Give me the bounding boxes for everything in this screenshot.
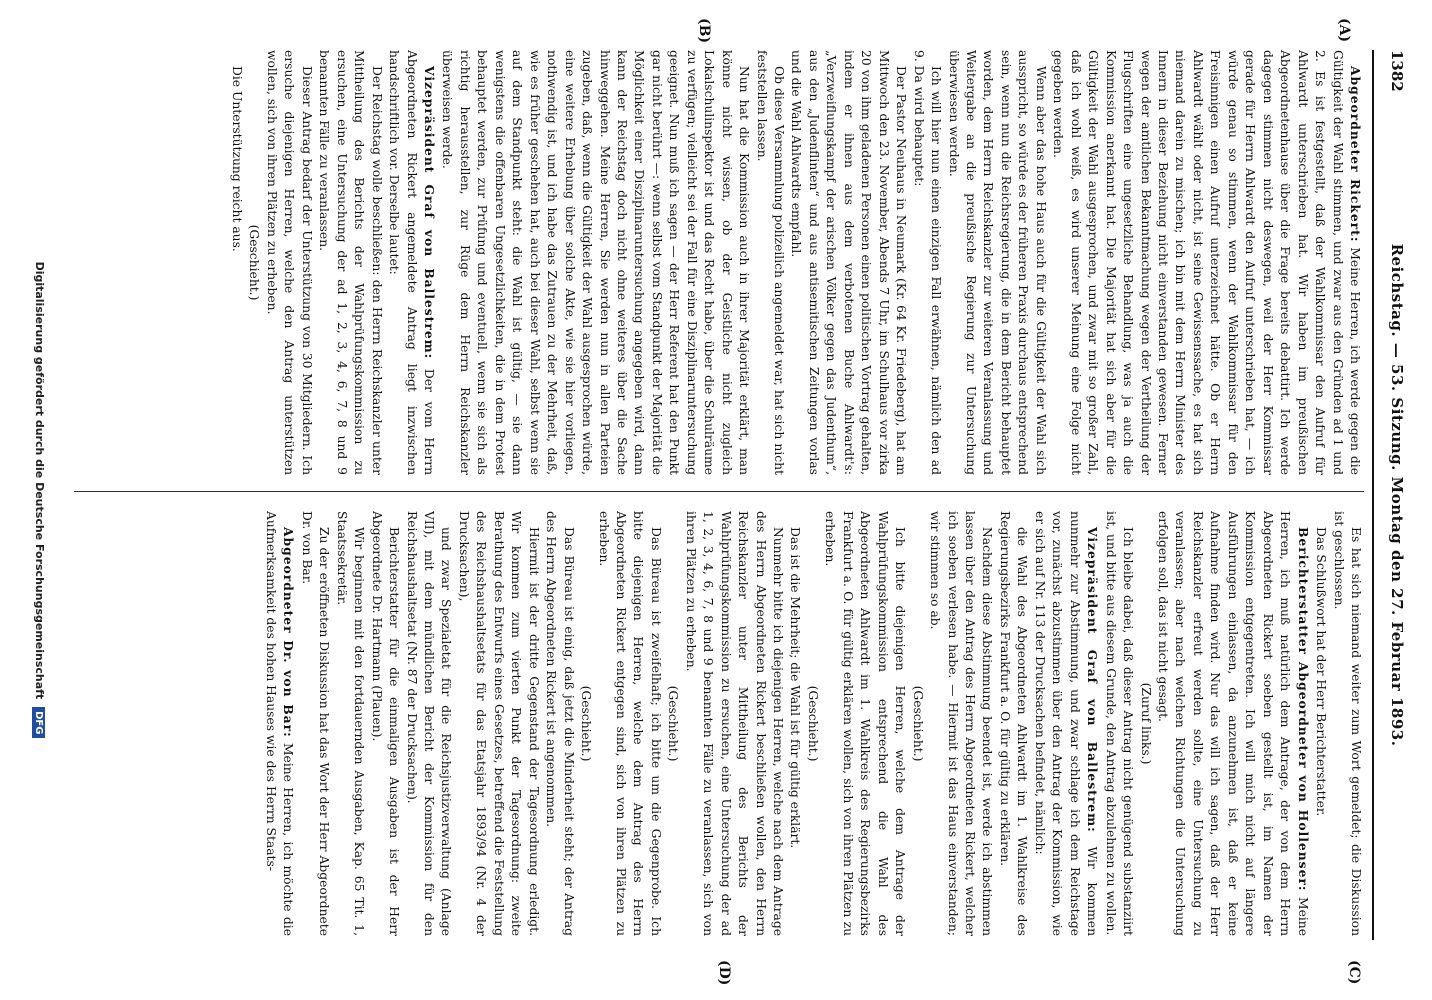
paragraph xyxy=(542,511,577,936)
paragraph xyxy=(995,511,1030,936)
paragraph xyxy=(315,50,385,475)
speaker-name: Vizepräsident Graf von Ballestrem: xyxy=(421,66,437,360)
paragraph xyxy=(297,511,332,936)
paragraph xyxy=(261,511,297,936)
paragraph-text: Das Büreau ist zweifelhaft; ich bitte um die Gegenprobe. Ich bitte diejenigen Herren, welche dem Antrag des Herrn Abgeordneten Rickert entgegen sind, sich von ihren Plätzen zu erheben. xyxy=(596,511,663,936)
paragraph-text: Wenn aber das hohe Haus auch für die Gültigkeit der Wahl sich ausspricht, so würde es der früheren Praxis durchaus entsprechend sein, wenn nun die Reichsregierung, die in dem Bericht behauptet worden, dem Herrn Reichskanzler zur weiteren Veranlassung und Weitergabe an die preußische Regierung zur Untersuchung überwiesen werden. xyxy=(946,50,1048,475)
paragraph-text: Wir kommen nunmehr zur Abstimmung, und zwar schlage ich dem Reichstage vor, zunächst abzustimmen über den Antrag der Kommission, wie er sich auf Nr. 113 der Drucksachen befindet, nämlich: xyxy=(1032,511,1100,936)
paragraph xyxy=(821,511,908,936)
paragraph-text: Es hat sich niemand weiter zum Wort gemeldet; die Diskussion ist geschlossen. xyxy=(1331,511,1363,936)
speaker-name: Vizepräsident Graf von Ballestrem: xyxy=(1085,527,1101,833)
paragraph xyxy=(909,50,944,475)
paragraph xyxy=(787,50,909,475)
paragraph xyxy=(594,511,664,936)
margin-marker-c: (C) xyxy=(1346,960,1362,985)
paragraph xyxy=(1312,511,1329,936)
margin-marker-b: (B) xyxy=(696,18,712,44)
paragraph-text: Meine Herren, ich werde gegen die Gültigkeit der Wahl stimmen, und zwar aus den Gründen ad 1 und 2. Es ist festgestellt, daß der Wahlkommissar den Aufruf für Ahlwardt unterschrieben hat. Wir haben im preußischen Abgeordnetenhause über die Frage bereits debattirt. Ich werde dagegen stimmen nicht deswegen, weil der Herr Kommissar gerade für Herrn Ahlwardt den Aufruf unterschrieben hat, — ich würde genau so stimmen, wenn der Wahlkommissar für den Freisinnigen einen Aufruf unterzeichnet hätte. Ob er Herrn Ahlwardt wählt oder nicht, ist seine Gewissenssache, es hat sich niemand darein zu mischen; ich bin mit dem Herrn Minister des Innern in dieser Beziehung nicht einverstanden gewesen. Ferner wegen der amtlichen Bekanntmachung wegen der Vertheilung der Flugschriften eine ungesetzliche Behandlung, was ja auch die Kommission anerkannt hat. Die Majorität hat sich aber für die Gültigkeit der Wahl ausgesprochen, und zwar mit so großer Zahl, daß ich wohl weiß, es wird unserer Meinung eine Folge nicht gegeben werden. xyxy=(1051,50,1362,475)
paragraph-text: Nachdem diese Abstimmung beendet ist, werde ich abstimmen lassen über den Antrag des Herrn Abgeordneten Rickert, welcher ich soeben verlesen habe. — Hiermit ist das Haus einverstanden; wir stimmen so ab. xyxy=(928,511,995,936)
paragraph-text: Der Pastor Neuhaus in Neumark (Kr. 64 Kr. Friedeberg), hat am Mittwoch den 23. November, Abends 7 Uhr, im Schulhaus vor zirka 20 von ihm geladenen Personen einen politischen Vortrag gehalten, indem er ihnen aus dem verbotenen Buche Ahlwardt's: „Verzweiflungskampf der arischen Völker gegen das Judenthum“, aus den „Judenflinten“ und aus antisemitischen Zeitungen vorlas und die Wahl Ahlwardts empfahl. xyxy=(789,50,909,475)
paragraph-text: Der vom Herrn Abgeordneten Rickert angemeldete Antrag liegt inzwischen handschriftlich vor. Derselbe lautet: xyxy=(387,50,436,475)
paragraph xyxy=(681,511,786,936)
margin-marker-a: (A) xyxy=(1336,18,1352,43)
paragraph-text: Zu der eröffneten Diskussion hat das Wort der Herr Abgeordnete Dr. von Bar. xyxy=(299,511,332,936)
paragraph-text: Meine Herren, ich muß natürlich dem Antrage, der von dem Herrn Abgeordneten Rickert soeben gestellt ist, im Namen der Kommission entgegentreten. Ich will mich nicht auf längere Ausführungen einlassen, da anzunehmen ist, daß er keine Aufnahme finden wird. Nur das will ich sagen, daß der Herr Reichskanzler erfreut werden sollte, eine Untersuchung zu veranlassen; aber nach welchen Richtungen die Untersuchung erfolgen soll, das ist nicht gesagt. xyxy=(1156,511,1310,936)
digitization-text: Digitalisierung gefördert durch die Deutsche Forschungsgemeinschaft xyxy=(33,261,46,700)
paragraph-text: Meine Herren, ich möchte die Aufmerksamkeit des hohen Hauses wie des Herrn Staats- xyxy=(263,511,296,936)
paragraph xyxy=(786,511,803,936)
paragraph-text: Nunmehr bitte ich diejenigen Herren, welche nach dem Antrage des Herrn Abgeordneten Rickert beschließen wollen, den Herrn Reichskanzler unter Mittheilung des Berichts der Wahlprüfungskommission zu ersuchen, eine Untersuchung der ad 1, 2, 3, 4, 6, 7, 8 und 9 benannten Fälle zu veranlassen, sich von ihren Plätzen zu erheben. xyxy=(683,511,786,936)
paragraph-text: und zwar Spezialetat für die Reichsjustizverwaltung (Anlage VII), mit dem mündlichen Bericht der Kommission für den Reichshaushaltsetat (Nr. 87 der Drucksachen). xyxy=(404,511,454,936)
paragraph-text: Das ist die Mehrheit; die Wahl ist für gültig erklärt. xyxy=(788,527,803,849)
speaker-name: Abgeordneter Rickert: xyxy=(1348,66,1363,243)
paragraph-text: Nun hat die Kommission auch in ihrer Majorität erklärt, man könne nicht wissen, ob der Geistliche nicht zugleich Lokalschulinspektor ist und das Recht habe, über die Schulräume zu verfügen; vielleicht sei der Fall für eine Disziplinaruntersuchung geeignet. Nun muß ich sagen — der Herr Referent hat den Punkt gar nicht berührt —: wenn selbst vom Standpunkt der Majorität die Möglichkeit einer Disziplinaruntersuchung angegeben wird, dann kann der Reichstag doch nicht ohne weiteres über die Sache hinweggehen. Meine Herren, Sie werden nun in allen Parteien zugeben, daß, wenn die Gültigkeit der Wahl ausgesprochen würde, eine weitere Erhebung über solche Akte, wie sie hier vorliegen, nothwendig ist, und ich habe das Zutrauen zu der Mehrheit, daß, wie es früher geschehen hat, auch bei dieser Wahl, selbst wenn sie auf dem Standpunkt steht: die Wahl ist gültig, — sie dann wenigstens die offenbaren Ungesetzlichkeiten, die in dem Protest behauptet werden, zur Prüfung und eventuell, wenn sie sich als richtig herausstellen, zur Rüge dem Herrn Reichskanzler überweisen werde. xyxy=(440,50,752,475)
paragraph-text: (Geschieht.) xyxy=(247,224,262,301)
page-number: 1382 xyxy=(1388,50,1406,92)
paragraph-text: Ich will hier nun einen einzigen Fall erwähnen, nämlich den ad 9. Da wird behauptet: xyxy=(911,50,944,475)
paragraph xyxy=(385,50,438,475)
page-header xyxy=(1378,50,1406,940)
paragraph-text: Ich bleibe dabei, daß dieser Antrag nicht genügend substanziirt ist, und bitte aus diesem Grunde, den Antrag abzulehnen zu wollen. xyxy=(1103,511,1136,936)
paragraph xyxy=(332,511,367,936)
paragraph xyxy=(228,50,245,475)
paragraph xyxy=(402,511,454,936)
paragraph-text: Berichterstatter für die einmaligen Ausgaben ist der Herr Abgeordnete Dr. Hartmann (Plauen). xyxy=(369,511,402,936)
paragraph xyxy=(804,511,821,936)
paragraph-text: Das Büreau ist einig, daß jetzt die Minderheit steht; der Antrag des Herrn Abgeordneten Rickert ist angenommen. xyxy=(544,511,576,936)
paragraph-text: die Wahl des Abgeordneten Ahlwardt im 1. Wahlkreise des Regierungsbezirks Frankfurt a. O. für gültig zu erklären. xyxy=(997,511,1030,936)
paragraph xyxy=(367,511,402,936)
paragraph xyxy=(752,50,787,475)
paragraph xyxy=(908,511,925,936)
paragraph-text: Das Schlußwort hat der Herr Berichterstatter. xyxy=(1314,527,1329,817)
page-title: Reichstag. — 53. Sitzung. Montag den 27. Februar 1893. xyxy=(1388,243,1406,747)
paragraph xyxy=(262,50,314,475)
paragraph xyxy=(577,511,594,936)
paragraph xyxy=(664,511,681,936)
paragraph xyxy=(944,50,1049,475)
paragraph-text: (Geschieht.) xyxy=(910,685,925,762)
paragraph xyxy=(1049,50,1364,475)
paragraph-text: Wir beginnen mit den fortdauernden Ausgaben, Kap. 65 Tit. 1, Staatssekretär. xyxy=(334,511,367,936)
paragraph-text: Der Reichstag wolle beschließen: den Herrn Reichskanzler unter Mittheilung des Berichts der Wahlprüfungskommission zu ersuchen, eine Untersuchung der ad 1, 2, 3, 4, 6, 7, 8 und 9 benannten Fälle zu veranlassen. xyxy=(317,50,384,475)
paragraph xyxy=(1329,511,1364,936)
paragraph xyxy=(1136,511,1153,936)
paragraph-text: Hiermit ist der dritte Gegenstand der Tagesordnung erledigt. Wir kommen zum vierten Punkt der Tagesordnung: zweite Berathung des Entwurfs eines Gesetzes, betreffend die Feststellung des Reichshaushaltsetats für das Etatsjahr 1893/94 (Nr. 4 der Drucksachen), xyxy=(456,511,541,936)
paragraph-text: Ob diese Versammlung polizeilich angemeldet war, hat sich nicht feststellen lassen. xyxy=(754,50,787,475)
paragraph xyxy=(1154,511,1312,936)
paragraph xyxy=(1101,511,1136,936)
paragraph xyxy=(1030,511,1101,936)
paragraph xyxy=(245,50,262,475)
paragraph-text: Dieser Antrag bedarf der Unterstützung von 30 Mitgliedern. Ich ersuche diejenigen Herren, welche den Antrag unterstützen wollen, sich von ihren Plätzen zu erheben. xyxy=(264,50,314,475)
paragraph xyxy=(438,50,752,475)
paragraph xyxy=(926,511,996,936)
speaker-name: Abgeordneter Dr. von Bar: xyxy=(281,527,297,738)
paragraph-text: (Geschieht.) xyxy=(666,685,681,762)
header-rule xyxy=(1372,50,1374,940)
paragraph-text: (Geschieht.) xyxy=(805,685,820,762)
paragraph xyxy=(454,511,541,936)
left-text-column xyxy=(74,50,1364,475)
column-divider xyxy=(74,491,1364,492)
speaker-name: Berichterstatter Abgeordneter von Hollenser: xyxy=(1295,527,1311,892)
paragraph-text: (Geschieht.) xyxy=(579,685,594,762)
margin-marker-d: (D) xyxy=(716,960,732,986)
paragraph-text: Ich bitte diejenigen Herren, welche dem Antrage der Wahlprüfungskommission entsprechend die Wahl des Abgeordneten Ahlwardt im 1. Wahlkreis des Regierungsbezirks Frankfurt a. O. für gültig erklären wollen, sich von ihren Plätzen zu erheben. xyxy=(823,511,908,936)
paragraph-text: Die Unterstützung reicht aus. xyxy=(230,66,244,252)
right-text-column xyxy=(74,511,1364,936)
dfg-logo: DFG xyxy=(32,707,45,738)
digitization-credit xyxy=(32,0,46,1000)
paragraph-text: (Zuruf links.) xyxy=(1138,682,1153,765)
